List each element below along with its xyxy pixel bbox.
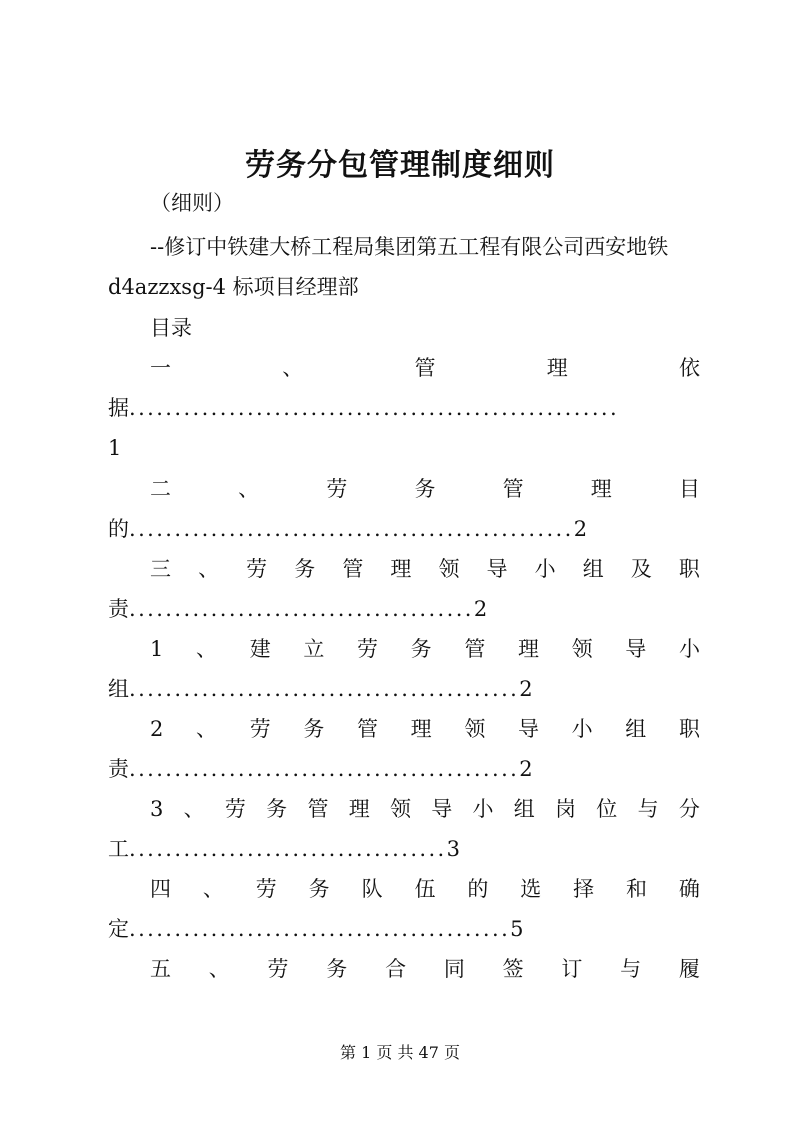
toc-char: 理 [348, 797, 370, 821]
toc-entry-last-char: 责 [108, 597, 129, 621]
toc-char: 劳 [267, 957, 289, 981]
toc-entry-leader [108, 754, 700, 784]
toc-entry-last-char: 工 [108, 837, 129, 861]
toc-char: 职 [678, 557, 700, 581]
toc-char: 签 [502, 957, 524, 981]
toc-entry-last-char: 的 [108, 517, 129, 541]
toc-char: 劳 [326, 477, 348, 501]
toc-char: 管 [342, 557, 364, 581]
toc-char: 务 [266, 797, 288, 821]
toc-char: 领 [571, 637, 593, 661]
toc-char: 组 [625, 717, 647, 741]
toc-char: 建 [249, 637, 271, 661]
toc-char: 务 [410, 637, 432, 661]
toc-char: 领 [438, 557, 460, 581]
toc-char: 劳 [255, 877, 277, 901]
toc-char: 岗 [555, 797, 577, 821]
toc-entry-last-char: 定 [108, 917, 129, 941]
toc-dot-leader: ................................... [129, 837, 447, 861]
toc-char: 管 [357, 717, 378, 741]
toc-dot-leader: ........................................... [129, 757, 520, 781]
toc-char: 履 [678, 957, 700, 981]
toc-char: 务 [326, 957, 348, 981]
toc-char: 3 [150, 797, 164, 821]
toc-char: 管 [502, 477, 524, 501]
toc-page-line [108, 433, 700, 463]
toc-char: 选 [520, 877, 542, 901]
toc-entry-heading [150, 954, 700, 984]
toc-char: 与 [637, 797, 659, 821]
toc-char: 择 [573, 877, 595, 901]
toc-page-number: 2 [473, 597, 488, 621]
toc-char: 小 [472, 797, 494, 821]
toc-char: 及 [630, 557, 652, 581]
toc-char: 、 [208, 957, 230, 981]
toc-char: 务 [414, 477, 436, 501]
toc-entry-leader [108, 674, 700, 704]
toc-char: 管 [414, 356, 436, 380]
toc-char: 、 [238, 477, 260, 501]
toc-heading: 目录 [150, 316, 192, 340]
toc-char: 管 [464, 637, 486, 661]
toc-entry-heading [150, 353, 700, 383]
toc-dot-leader: .......................................... [129, 917, 511, 941]
toc-char: 1 [150, 637, 164, 661]
toc-char: 领 [464, 717, 486, 741]
revision-line-1: --修订中铁建大桥工程局集团第五工程有限公司西安地铁 [150, 235, 669, 259]
toc-char: 同 [443, 957, 465, 981]
toc-entry-leader [108, 514, 700, 544]
toc-dot-leader: ................................................. [129, 517, 574, 541]
toc-char: 的 [467, 877, 489, 901]
toc-entry-leader [108, 594, 700, 624]
toc-char: 理 [390, 557, 412, 581]
toc-char: 领 [389, 797, 411, 821]
toc-char: 目 [678, 477, 700, 501]
toc-char: 立 [303, 637, 325, 661]
toc-char: 管 [307, 797, 329, 821]
toc-char: 确 [678, 877, 700, 901]
toc-char: 务 [294, 557, 316, 581]
toc-page-number: 2 [573, 517, 588, 541]
toc-char: 分 [678, 797, 700, 821]
revision-line-2: d4azzxsg-4 标项目经理部 [108, 275, 359, 299]
toc-page-number: 1 [108, 436, 122, 460]
toc-char: 、 [196, 717, 218, 741]
toc-entry-last-char: 责 [108, 757, 129, 781]
toc-page-number: 2 [519, 757, 533, 781]
toc-char: 导 [486, 557, 508, 581]
toc-char: 组 [513, 797, 535, 821]
toc-entry-leader [108, 393, 700, 423]
toc-char: 、 [202, 877, 224, 901]
toc-entry-heading [150, 554, 700, 584]
toc-char: 导 [517, 717, 539, 741]
toc-char: 务 [303, 717, 325, 741]
toc-char: 、 [196, 637, 218, 661]
page-footer: 第 1 页 共 47 页 [340, 1043, 460, 1062]
toc-char: 、 [282, 356, 304, 380]
toc-char: 劳 [224, 797, 246, 821]
toc-char: 二 [150, 477, 171, 501]
toc-char: 理 [517, 637, 539, 661]
toc-char: 伍 [414, 877, 436, 901]
toc-char: 五 [150, 957, 171, 981]
toc-char: 组 [582, 557, 604, 581]
toc-char: 依 [679, 356, 700, 380]
toc-page-number: 2 [519, 677, 533, 701]
toc-entry-heading [150, 714, 700, 744]
toc-page-number: 5 [510, 917, 524, 941]
toc-char: 职 [678, 717, 700, 741]
toc-char: 队 [361, 877, 383, 901]
toc-entry-leader [108, 914, 700, 944]
toc-char: 劳 [357, 637, 378, 661]
toc-char: 三 [150, 557, 171, 581]
toc-entry-leader [108, 834, 700, 864]
toc-char: 小 [571, 717, 593, 741]
toc-char: 位 [596, 797, 618, 821]
toc-char: 和 [626, 877, 648, 901]
toc-char: 与 [620, 957, 642, 981]
toc-char: 、 [198, 557, 220, 581]
toc-entry-heading [150, 794, 700, 824]
toc-char: 合 [385, 957, 407, 981]
subtitle: （细则） [150, 191, 234, 215]
toc-char: 小 [678, 637, 700, 661]
toc-char: 、 [183, 797, 205, 821]
toc-char: 理 [590, 477, 612, 501]
toc-char: 劳 [246, 557, 268, 581]
toc-entry-heading [150, 874, 700, 904]
toc-dot-leader: ...................................................... [129, 396, 620, 420]
toc-char: 理 [410, 717, 432, 741]
toc-char: 务 [308, 877, 330, 901]
toc-char: 一 [150, 356, 171, 380]
toc-char: 订 [561, 957, 583, 981]
toc-dot-leader: ...................................... [129, 597, 474, 621]
toc-entry-heading [150, 634, 700, 664]
toc-char: 理 [546, 356, 568, 380]
toc-entry-last-char: 组 [108, 677, 129, 701]
document-title: 劳务分包管理制度细则 [245, 148, 555, 183]
toc-char: 2 [150, 717, 164, 741]
toc-page-number: 3 [446, 837, 461, 861]
toc-char: 劳 [249, 717, 271, 741]
toc-char: 导 [431, 797, 453, 821]
toc-char: 导 [625, 637, 647, 661]
toc-char: 小 [534, 557, 556, 581]
toc-char: 四 [150, 877, 171, 901]
toc-entry-heading [150, 474, 700, 504]
toc-entry-last-char: 据 [108, 396, 129, 420]
toc-dot-leader: ........................................... [129, 677, 520, 701]
